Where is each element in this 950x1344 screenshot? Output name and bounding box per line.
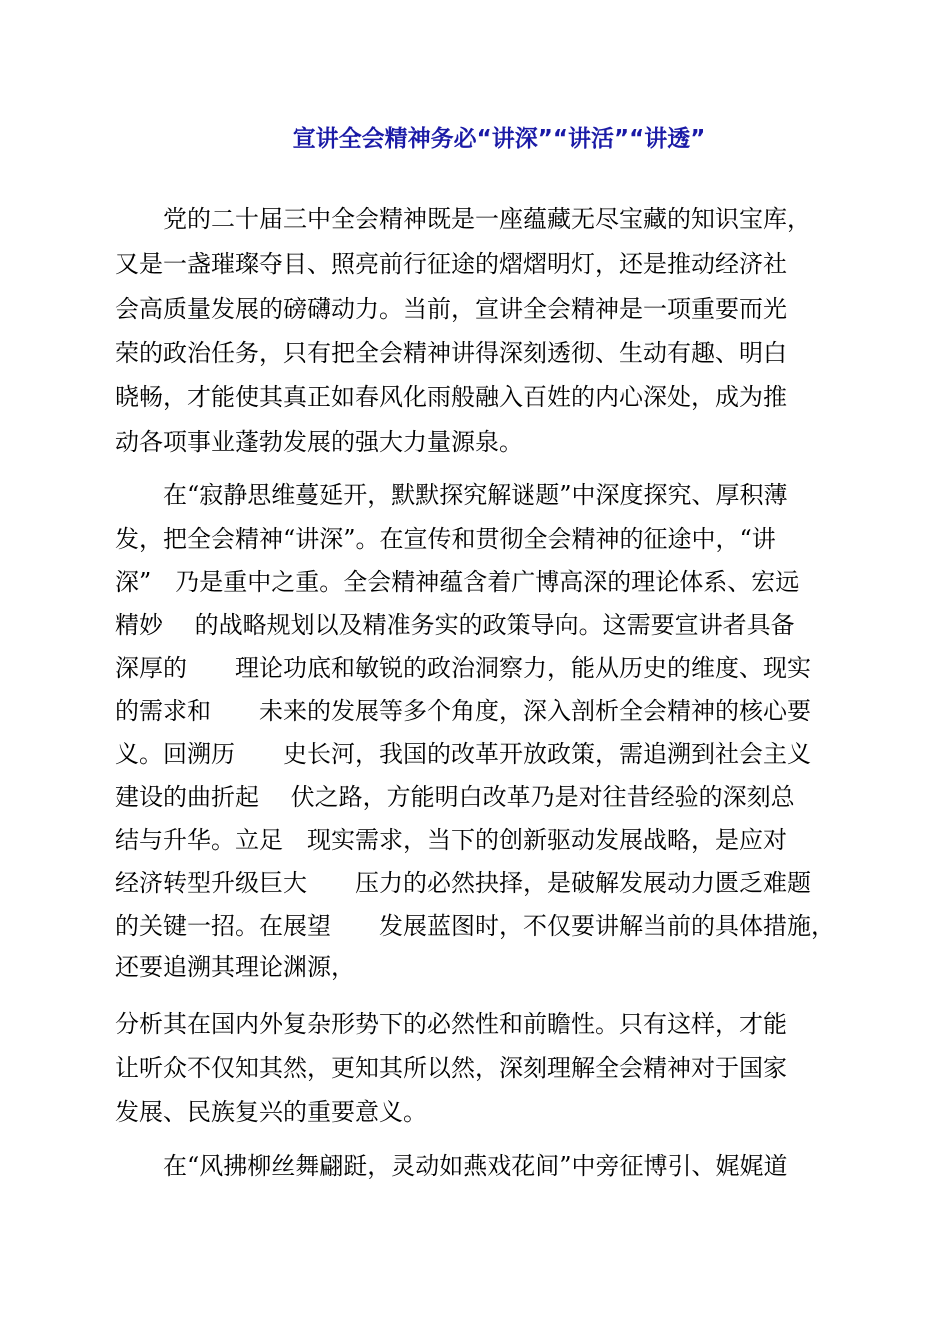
text-line: 在“风拂柳丝舞翩跹，灵动如燕戏花间”中旁征博引、娓娓道	[115, 1152, 788, 1180]
text-line: 发展、民族复兴的重要意义。	[115, 1098, 427, 1126]
document-title: 宣讲全会精神务必“讲深”“讲活”“讲透”	[292, 126, 706, 152]
text-line: 建设的曲折起 伏之路，方能明白改革乃是对往昔经验的深刻总	[115, 783, 795, 811]
text-line: 结与升华。立足 现实需求，当下的创新驱动发展战略，是应对	[115, 826, 787, 854]
text-line: 荣的政治任务，只有把全会精神讲得深刻透彻、生动有趣、明白	[115, 339, 787, 367]
text-line: 动各项事业蓬勃发展的强大力量源泉。	[115, 428, 523, 456]
text-line: 还要追溯其理论渊源，	[115, 953, 355, 981]
text-line: 的需求和 未来的发展等多个角度，深入剖析全会精神的核心要	[115, 697, 811, 725]
text-line: 党的二十届三中全会精神既是一座蕴藏无尽宝藏的知识宝库，	[115, 205, 811, 233]
text-line: 义。回溯历 史长河，我国的改革开放政策，需追溯到社会主义	[115, 740, 811, 768]
text-line: 会高质量发展的磅礴动力。当前，宣讲全会精神是一项重要而光	[115, 295, 787, 323]
text-line: 在“寂静思维蔓延开，默默探究解谜题”中深度探究、厚积薄	[115, 481, 788, 509]
text-line: 发，把全会精神“讲深”。在宣传和贯彻全会精神的征途中，“讲	[115, 525, 776, 553]
text-line: 分析其在国内外复杂形势下的必然性和前瞻性。只有这样，才能	[115, 1010, 787, 1038]
text-line: 的关键一招。在展望 发展蓝图时，不仅要讲解当前的具体措施，	[115, 912, 835, 940]
text-line: 深厚的 理论功底和敏锐的政治洞察力，能从历史的维度、现实	[115, 654, 811, 682]
text-line: 让听众不仅知其然，更知其所以然，深刻理解全会精神对于国家	[115, 1054, 787, 1082]
text-line: 晓畅，才能使其真正如春风化雨般融入百姓的内心深处，成为推	[115, 383, 787, 411]
text-line: 精妙 的战略规划以及精准务实的政策导向。这需要宣讲者具备	[115, 611, 795, 639]
text-line: 又是一盏璀璨夺目、照亮前行征途的熠熠明灯，还是推动经济社	[115, 250, 787, 278]
text-line: 经济转型升级巨大 压力的必然抉择，是破解发展动力匮乏难题	[115, 869, 811, 897]
text-line: 深” 乃是重中之重。全会精神蕴含着广博高深的理论体系、宏远	[115, 568, 800, 596]
